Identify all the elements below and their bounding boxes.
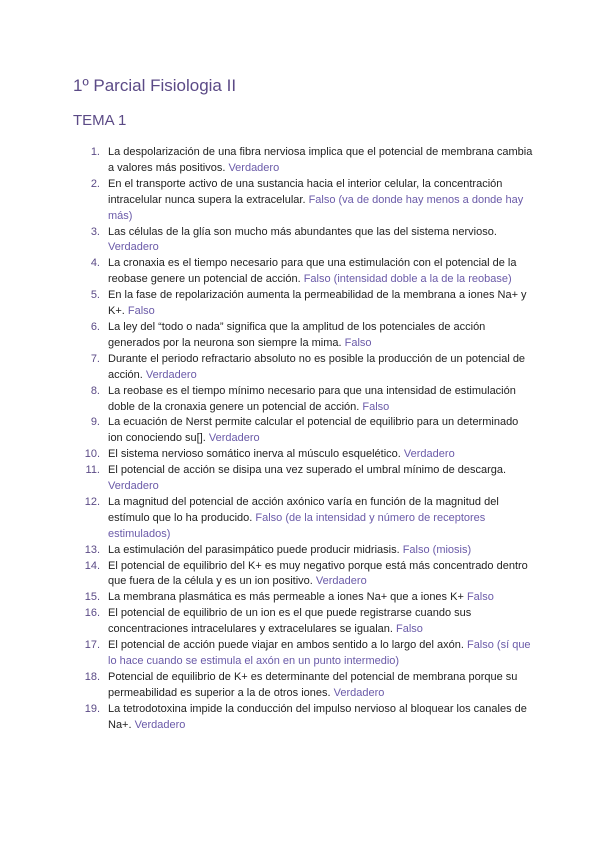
question-text: El potencial de acción puede viajar en ambos sentido a lo largo del axón. [108,639,467,652]
question-number: 2. [90,177,100,190]
question-item [73,543,533,559]
question-answer: Falso [466,591,494,604]
question-answer: Falso (va de donde hay menos a donde hay más) [108,193,524,222]
question-answer: Verdadero [403,448,455,461]
question-number: 4. [90,257,100,270]
question-answer: Falso [344,336,372,349]
question-text: El sistema nervioso somático inerva al músculo esquelético. [108,448,404,461]
question-number: 10. [84,448,100,461]
question-answer: Verdadero [333,686,385,699]
question-number: 19. [84,702,100,715]
question-item [73,670,533,702]
question-item [73,447,533,463]
question-number: 18. [84,670,100,683]
question-text: Durante el periodo refractario absoluto no es posible la producción de un potencial de acción. [108,352,526,381]
question-number: 6. [90,320,100,333]
question-answer: Verdadero [145,368,197,381]
question-item [73,145,533,177]
question-number: 7. [90,352,100,365]
question-answer: Falso (miosis) [402,543,472,556]
question-text: Potencial de equilibrio de K+ es determinante del potencial de membrana porque su permeabilidad es superior a la de otros iones. [108,670,518,699]
question-item [73,177,533,225]
question-item [73,225,533,257]
question-number: 15. [84,591,100,604]
question-item [73,495,533,543]
question-number: 5. [90,289,100,302]
question-number: 9. [90,416,100,429]
question-item [73,463,533,495]
question-text: La ley del “todo o nada” significa que la amplitud de los potenciales de acción generados por la neurona son siempre la mima. [108,320,486,349]
question-item [73,288,533,320]
question-item [73,702,533,734]
document-title: 1º Parcial Fisiologia II [73,76,237,95]
question-answer: Verdadero [208,432,260,445]
question-answer: Falso [396,623,423,636]
question-item [73,352,533,384]
question-number: 13. [84,543,100,556]
question-number: 11. [85,464,100,477]
question-item [73,320,533,352]
question-text: La ecuación de Nerst permite calcular el potencial de equilibrio para un determinado ion conociendo su[]. [108,416,519,445]
question-number: 8. [90,384,100,397]
question-answer: Verdadero [315,575,367,588]
question-number: 1. [90,146,100,158]
question-answer: Falso (intensidad doble a la de la reobase) [303,273,512,286]
question-text: Las células de la glía son mucho más abundantes que las del sistema nervioso. [108,225,497,238]
question-number: 17. [84,639,100,652]
question-answer: Falso [127,305,155,318]
question-number: 3. [90,225,100,238]
question-text: La membrana plasmática es más permeable a iones Na+ que a iones K+ [108,591,467,604]
question-list [73,145,533,734]
section-heading: TEMA 1 [73,112,127,129]
question-answer: Falso (de la intensidad y número de receptores estimulados) [108,511,486,540]
question-answer: Verdadero [108,480,159,493]
question-answer: Falso [362,400,390,413]
question-text: La despolarización de una fibra nerviosa implica que el potencial de membrana cambia a valores más positivos. [108,146,533,174]
question-item [73,256,533,288]
question-text: En la fase de repolarización aumenta la permeabilidad de la membrana a iones Na+ y K+. [108,289,527,318]
question-number: 16. [84,607,100,620]
question-item [73,606,533,638]
question-text: El potencial de equilibrio de un ion es el que puede registrarse cuando sus concentraciones intracelulares y extracelulares se igualan. [108,607,472,636]
question-answer: Verdadero [134,718,186,731]
question-text: La estimulación del parasimpático puede producir midriasis. [108,543,403,556]
question-text: El potencial de acción se disipa una vez superado el umbral mínimo de descarga. [108,464,507,477]
question-text: La magnitud del potencial de acción axónico varía en función de la magnitud del estímulo que lo ha producido. [108,495,499,524]
question-text: La tetrodotoxina impide la conducción del impulso nervioso al bloquear los canales de Na+. [108,702,527,731]
question-answer: Verdadero [108,241,159,254]
question-number: 14. [84,559,100,572]
question-item [73,384,533,416]
question-text: La cronaxia es el tiempo necesario para que una estimulación con el potencial de la reobase genere un potencial de acción. [108,257,517,286]
question-item [73,638,533,670]
question-text: En el transporte activo de una sustancia hacia el interior celular, la concentración intracelular nunca supera la extracelular. [108,177,503,206]
question-number: 12. [84,495,100,508]
question-answer: Verdadero [228,161,280,174]
question-answer: Falso (sí que lo hace cuando se estimula el axón en un punto intermedio) [108,639,531,667]
question-text: El potencial de equilibrio del K+ es muy negativo porque está más concentrado dentro que fuera de la célula y es un ion positivo. [108,559,528,588]
question-item [73,590,533,606]
question-text: La reobase es el tiempo mínimo necesario para que una intensidad de estimulación doble de la cronaxia genere un potencial de acción. [108,384,516,413]
question-item [73,415,533,447]
question-item [73,559,533,591]
